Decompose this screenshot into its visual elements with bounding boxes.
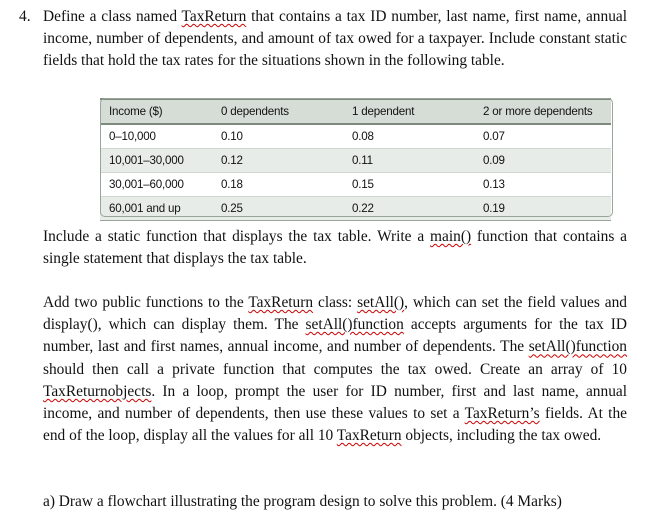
taxreturn-possessive: TaxReturn’s	[464, 405, 540, 423]
table-cell: 0.15	[343, 173, 474, 197]
setall-function-name: setAll()function	[528, 338, 627, 356]
table-cell: 0.07	[474, 125, 611, 149]
main-function-name: main()	[430, 228, 472, 245]
table-row	[100, 197, 611, 221]
paragraph-static-function: Include a static function that displays the tax table. Write a main() function that contains a single statement that displays the tax table.	[43, 228, 627, 268]
table-row	[100, 173, 611, 197]
header-2-or-more-dependents: 2 or more dependents	[474, 98, 611, 125]
part-a-question: a) Draw a flowchart illustrating the program design to solve this problem. (4 Marks)	[43, 493, 562, 510]
question-number: 4.	[19, 8, 31, 25]
table-cell: 0.11	[343, 149, 474, 173]
table-header-row	[100, 98, 611, 125]
setall-function-name: setAll()	[357, 294, 405, 311]
table-cell: 0–10,000	[100, 125, 212, 149]
table-cell: 10,001–30,000	[100, 149, 212, 173]
class-name-taxreturn: TaxReturn	[248, 294, 314, 311]
table-cell: 60,001 and up	[100, 197, 212, 221]
table-cell: 0.09	[474, 149, 611, 173]
table-cell: 0.18	[212, 173, 343, 197]
table-cell: 0.08	[343, 125, 474, 149]
table-cell: 0.22	[343, 197, 474, 221]
table-cell: 0.13	[474, 173, 611, 197]
table-cell: 0.10	[212, 125, 343, 149]
table-row	[100, 125, 611, 149]
header-0-dependents: 0 dependents	[212, 98, 343, 125]
class-name-taxreturn: TaxReturn	[181, 8, 247, 25]
class-name-taxreturn: TaxReturn	[336, 427, 402, 445]
table-cell: 0.19	[474, 197, 611, 221]
table-cell: 0.25	[212, 197, 343, 221]
taxreturn-objects: TaxReturnobjects	[43, 382, 152, 400]
header-1-dependent: 1 dependent	[343, 98, 474, 125]
table-cell: 0.12	[212, 149, 343, 173]
table-row	[100, 149, 611, 173]
header-income: Income ($)	[100, 98, 212, 125]
setall-function-name: setAll()function	[305, 316, 404, 334]
tax-rate-table	[100, 98, 611, 221]
paragraph-intro: Define a class named TaxReturn that contains a tax ID number, last name, first name, annual income, number of dependents, and amount of tax owed for a taxpayer. Include constant static fields that hold the tax rates for the situations shown in the following table.	[43, 8, 627, 70]
table-cell: 30,001–60,000	[100, 173, 212, 197]
paragraph-public-functions: Add two public functions to the TaxReturn class: setAll(), which can set the field values and display(), which can display them. The setAll()function accepts arguments for the tax ID number, last and first names, annual income, and number of dependents. The setAll()function should then call a private function that computes the tax owed. Create an array of 10 TaxReturnobjects. In a loop, prompt the user for ID number, first and last name, annual income, and number of dependents, then use these values to set a TaxReturn’s fields. At the end of the loop, display all the values for all 10 TaxReturn objects, including the tax owed.	[43, 294, 627, 445]
